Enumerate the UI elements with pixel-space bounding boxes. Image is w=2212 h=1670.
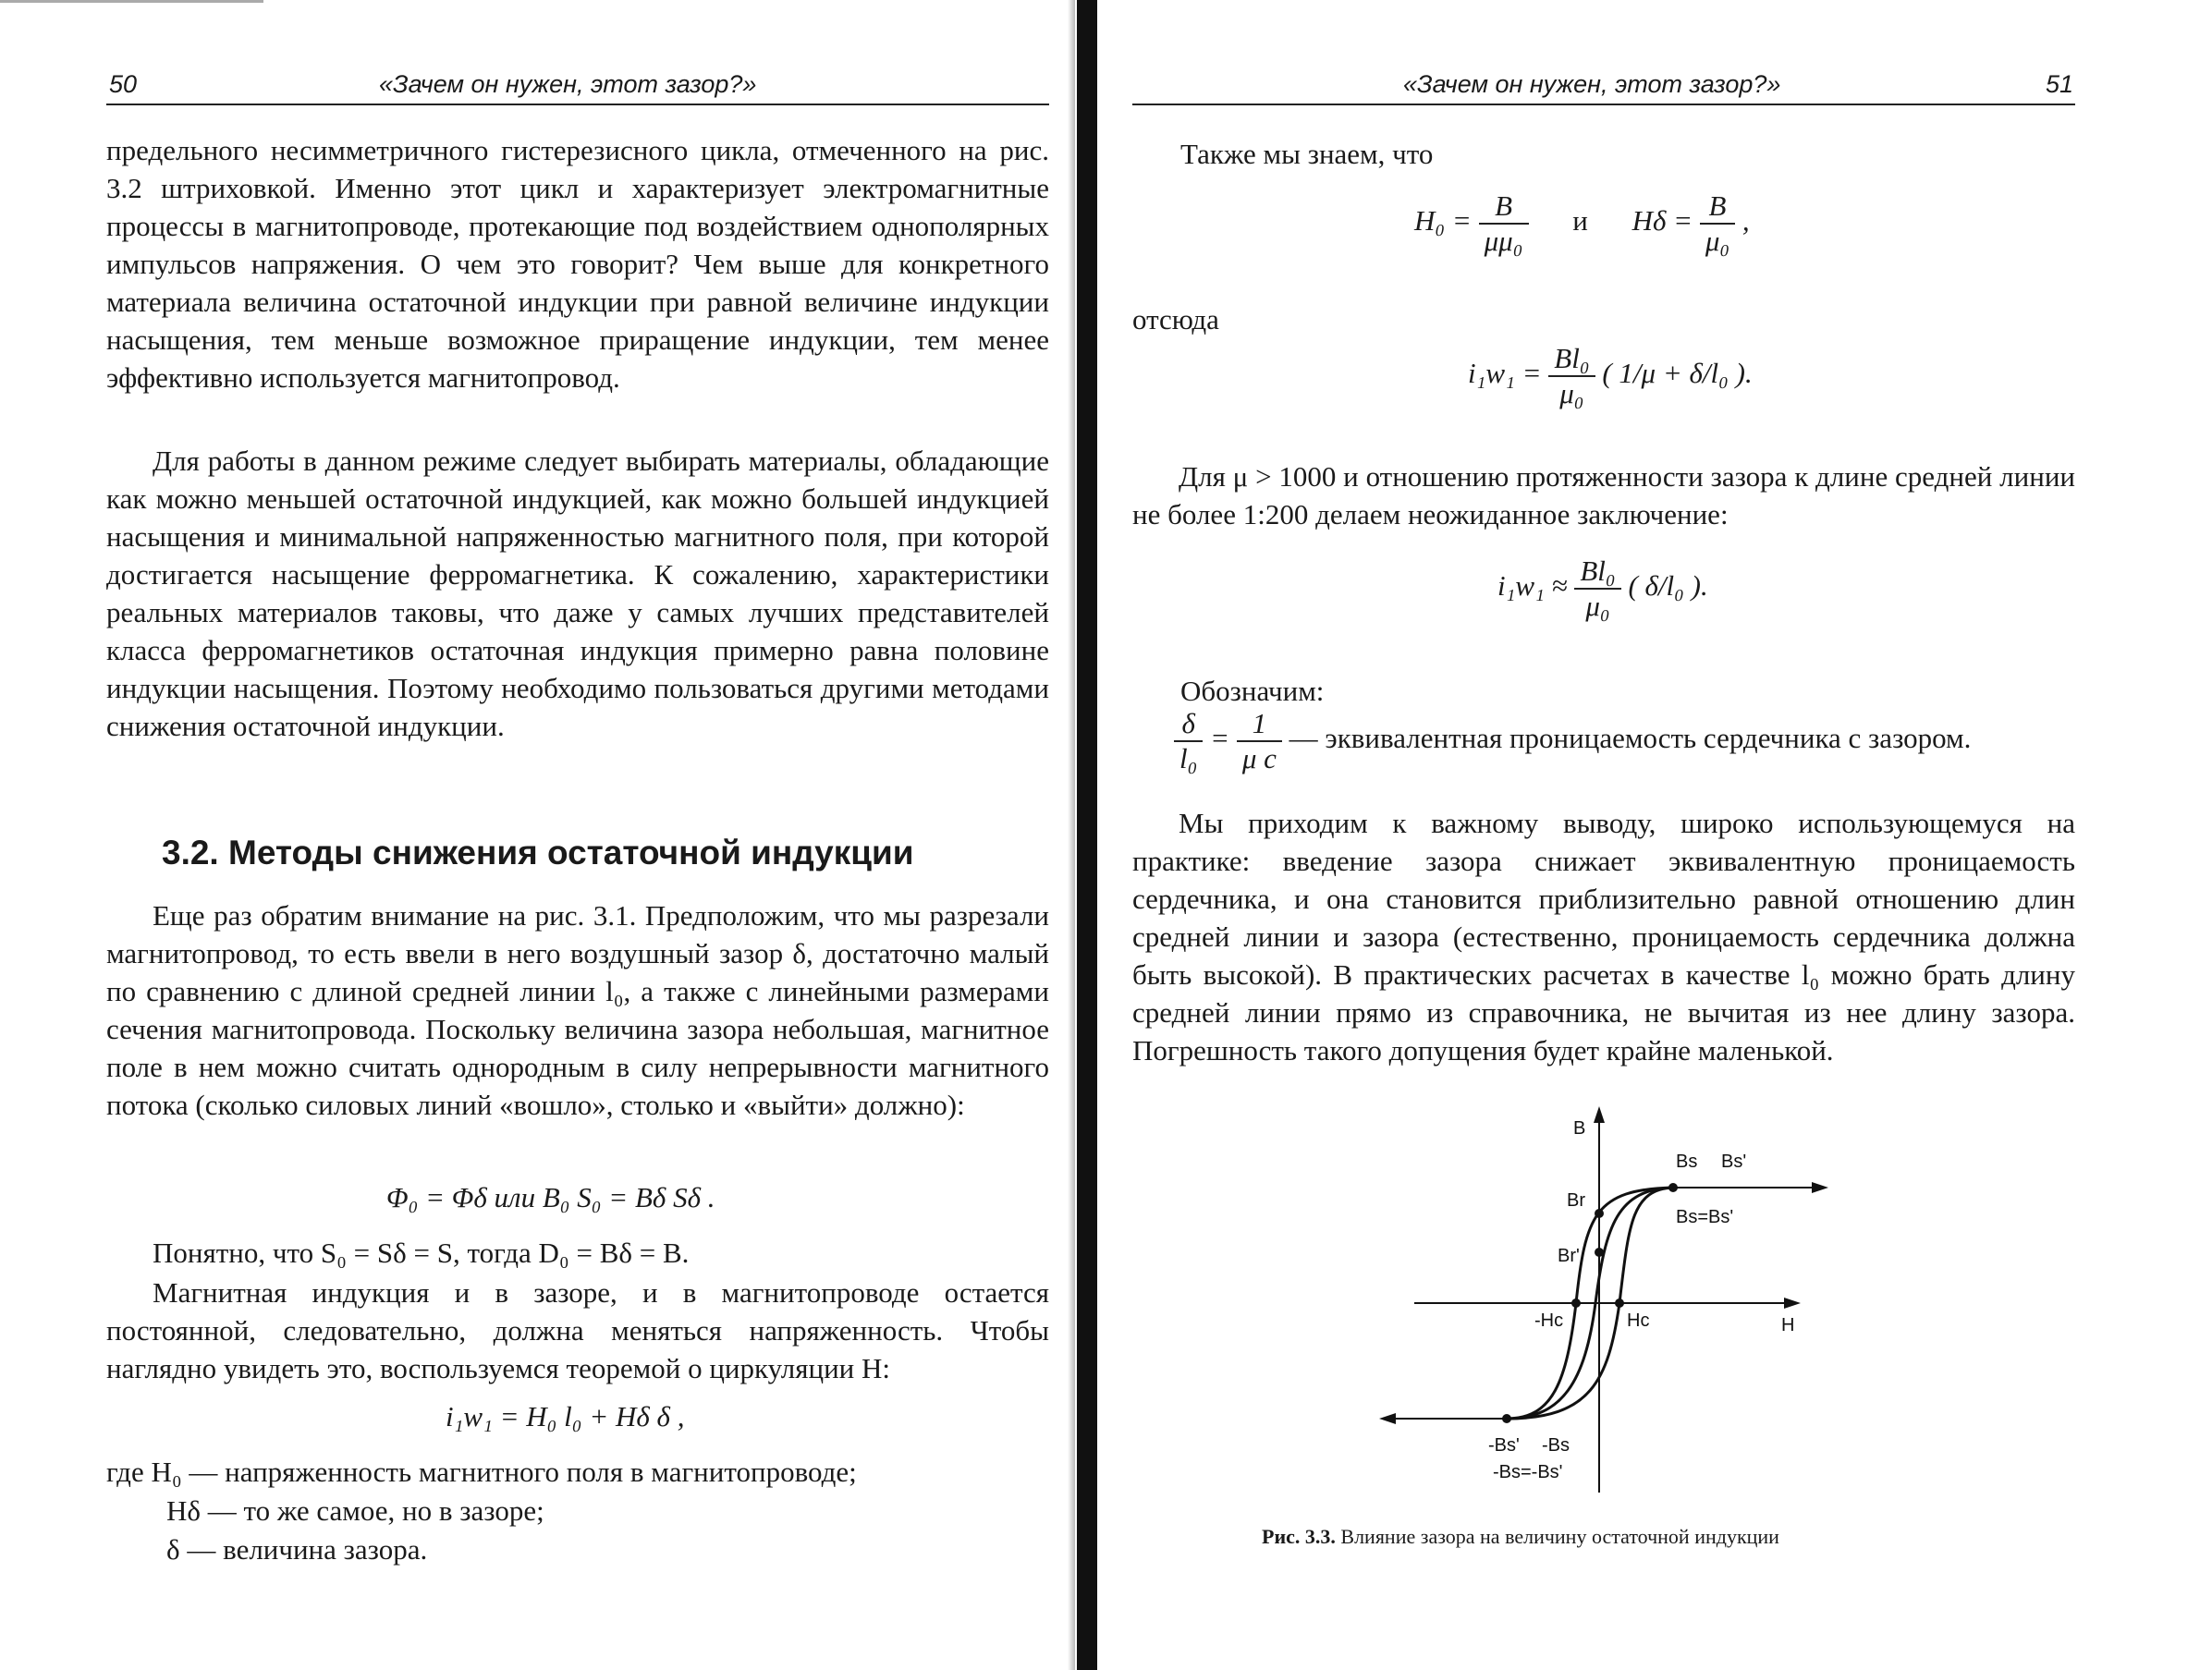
label-br-prime: Br' xyxy=(1558,1246,1580,1266)
h-axis-arrow xyxy=(1784,1298,1801,1309)
label-br: Br xyxy=(1567,1190,1585,1211)
paragraph: Мы приходим к важному выводу, широко использующемуся на практике: введение зазора снижает эквивалентную проницаемость сердечника, и она становится приблизительно равной отношению длин средней линии и зазора (естественно, проницаемость сердечника должна быть высокой). В практических расчетах в качестве l₀ можно брать длину средней линии прямо из справочника, не вычитая из нее длину зазора. Погрешность такого допущения будет крайне маленькой. xyxy=(1132,807,2075,1067)
page-number: 51 xyxy=(2046,70,2074,98)
point-neg-hc xyxy=(1571,1298,1581,1308)
label-bs-equal: Bs=Bs' xyxy=(1676,1207,1734,1227)
book-spine xyxy=(1068,0,1105,1670)
paragraph: Для работы в данном режиме следует выбирать материалы, обладающие как можно меньшей остаточной индукцией, как можно большей индукцией насыщения и минимальной напряженностью магнитного поля, при которой достигается насыщение ферромагнетика. К сожалению, характеристики реальных материалов таковы, что даже у самых лучших представителей класса ферромагнетиков остаточная индукция примерно равна половине индукции насыщения. Поэтому необходимо пользоваться другими методами снижения остаточной индукции. xyxy=(106,445,1049,742)
figure-caption: Рис. 3.3. Влияние зазора на величину остаточной индукции xyxy=(1262,1525,1779,1548)
header-rule xyxy=(1132,104,2075,105)
label-neg-bs-prime: -Bs' xyxy=(1488,1435,1520,1456)
running-header: «Зачем он нужен, этот зазор?» xyxy=(1403,70,1781,98)
equation-approx: i₁w₁ ≈ $\frac{\text{Bl₀}}{\text{μ₀}}$ ( δ/l₀ ). xyxy=(1497,555,1708,622)
hysteresis-figure xyxy=(1377,1104,2024,1511)
point-hc xyxy=(1615,1298,1624,1308)
equation-circulation: i₁w₁ = H₀ l₀ + Hδ δ , xyxy=(446,1400,685,1432)
paragraph: Понятно, что S₀ = Sδ = S, тогда D₀ = Bδ = B. xyxy=(153,1237,690,1269)
running-header: «Зачем он нужен, этот зазор?» xyxy=(379,70,757,98)
label-bs: Bs xyxy=(1676,1152,1698,1172)
paragraph: Еще раз обратим внимание на рис. 3.1. Предположим, что мы разрезали магнитопровод, то есть ввели в него воздушный зазор δ, достаточно малый по сравнению с длиной средней линии l₀, а также с линейными размерами сечения магнитопровода. Поскольку величина зазора небольшая, магнитное поле в нем можно считать однородным в силу непрерывности магнитного потока (сколько силовых линий «вошло», столько и «выйти» должно): xyxy=(106,899,1049,1121)
header-rule xyxy=(106,104,1049,105)
neg-saturation-arrowhead xyxy=(1379,1413,1396,1424)
section-title: 3.2. Методы снижения остаточной индукции xyxy=(162,834,914,872)
point-neg-bs xyxy=(1502,1414,1511,1423)
label-hc: Hc xyxy=(1627,1310,1650,1331)
text-line: отсюда xyxy=(1132,303,1219,335)
label-neg-hc: -Hc xyxy=(1534,1310,1564,1331)
paragraph: Для μ > 1000 и отношению протяженности зазора к длине средней линии не более 1:200 делаем неожиданное заключение: xyxy=(1132,460,2075,530)
label-bs-prime: Bs' xyxy=(1721,1152,1747,1172)
equation-i1w1: i₁w₁ = $\frac{\text{Bl₀}}{\text{μ₀}}$ ( 1/μ + δ/l₀ ). xyxy=(1468,342,1753,409)
where-line: δ — величина зазора. xyxy=(166,1533,428,1566)
point-bs xyxy=(1668,1183,1678,1192)
label-neg-bs-equal: -Bs=-Bs' xyxy=(1493,1462,1563,1482)
equation-mu-c: $\frac{\delta}{\text{l₀}}$ = $\frac{1}{\text{μ c}}$ — эквивалентная проницаемость сердечника с зазором. xyxy=(1174,707,1971,775)
page-number: 50 xyxy=(109,70,138,98)
equation-h0: H₀ = $\frac{B}{\text{μμ₀}}$ и Hδ = $\frac{B}{\text{μ₀}}$ , xyxy=(1414,189,1750,257)
saturation-arrowhead xyxy=(1812,1182,1828,1193)
text-line: Также мы знаем, что xyxy=(1180,138,1434,170)
right-page xyxy=(1109,0,2212,1670)
where-line: где H₀ — напряженность магнитного поля в магнитопроводе; xyxy=(106,1456,857,1488)
b-axis-arrow xyxy=(1594,1106,1605,1123)
text-line: Обозначим: xyxy=(1180,675,1325,707)
paragraph: Магнитная индукция и в зазоре, и в магнитопроводе остается постоянной, следовательно, должна меняться напряженность. Чтобы наглядно увидеть это, воспользуемся теоремой о циркуляции H: xyxy=(106,1276,1049,1384)
label-h: H xyxy=(1781,1315,1795,1335)
paragraph: предельного несимметричного гистерезисного цикла, отмеченного на рис. 3.2 штриховкой. Именно этот цикл и характеризует электромагнитные процессы в магнитопроводе, протекающие под воздействием однополярных импульсов напряжения. О чем это говорит? Чем выше для конкретного материала величина остаточной индукции при равной величине индукции насыщения, тем меньше возможное приращение индукции, тем менее эффективно используется магнитопровод. xyxy=(106,134,1049,394)
point-br-prime xyxy=(1595,1248,1604,1257)
point-br xyxy=(1595,1209,1604,1218)
equation-flux: Φ₀ = Φδ или B₀ S₀ = Bδ Sδ . xyxy=(386,1181,715,1213)
label-neg-bs: -Bs xyxy=(1542,1435,1570,1456)
label-b: B xyxy=(1573,1118,1586,1139)
where-line: Hδ — то же самое, но в зазоре; xyxy=(166,1494,544,1527)
left-page xyxy=(0,0,1072,1670)
